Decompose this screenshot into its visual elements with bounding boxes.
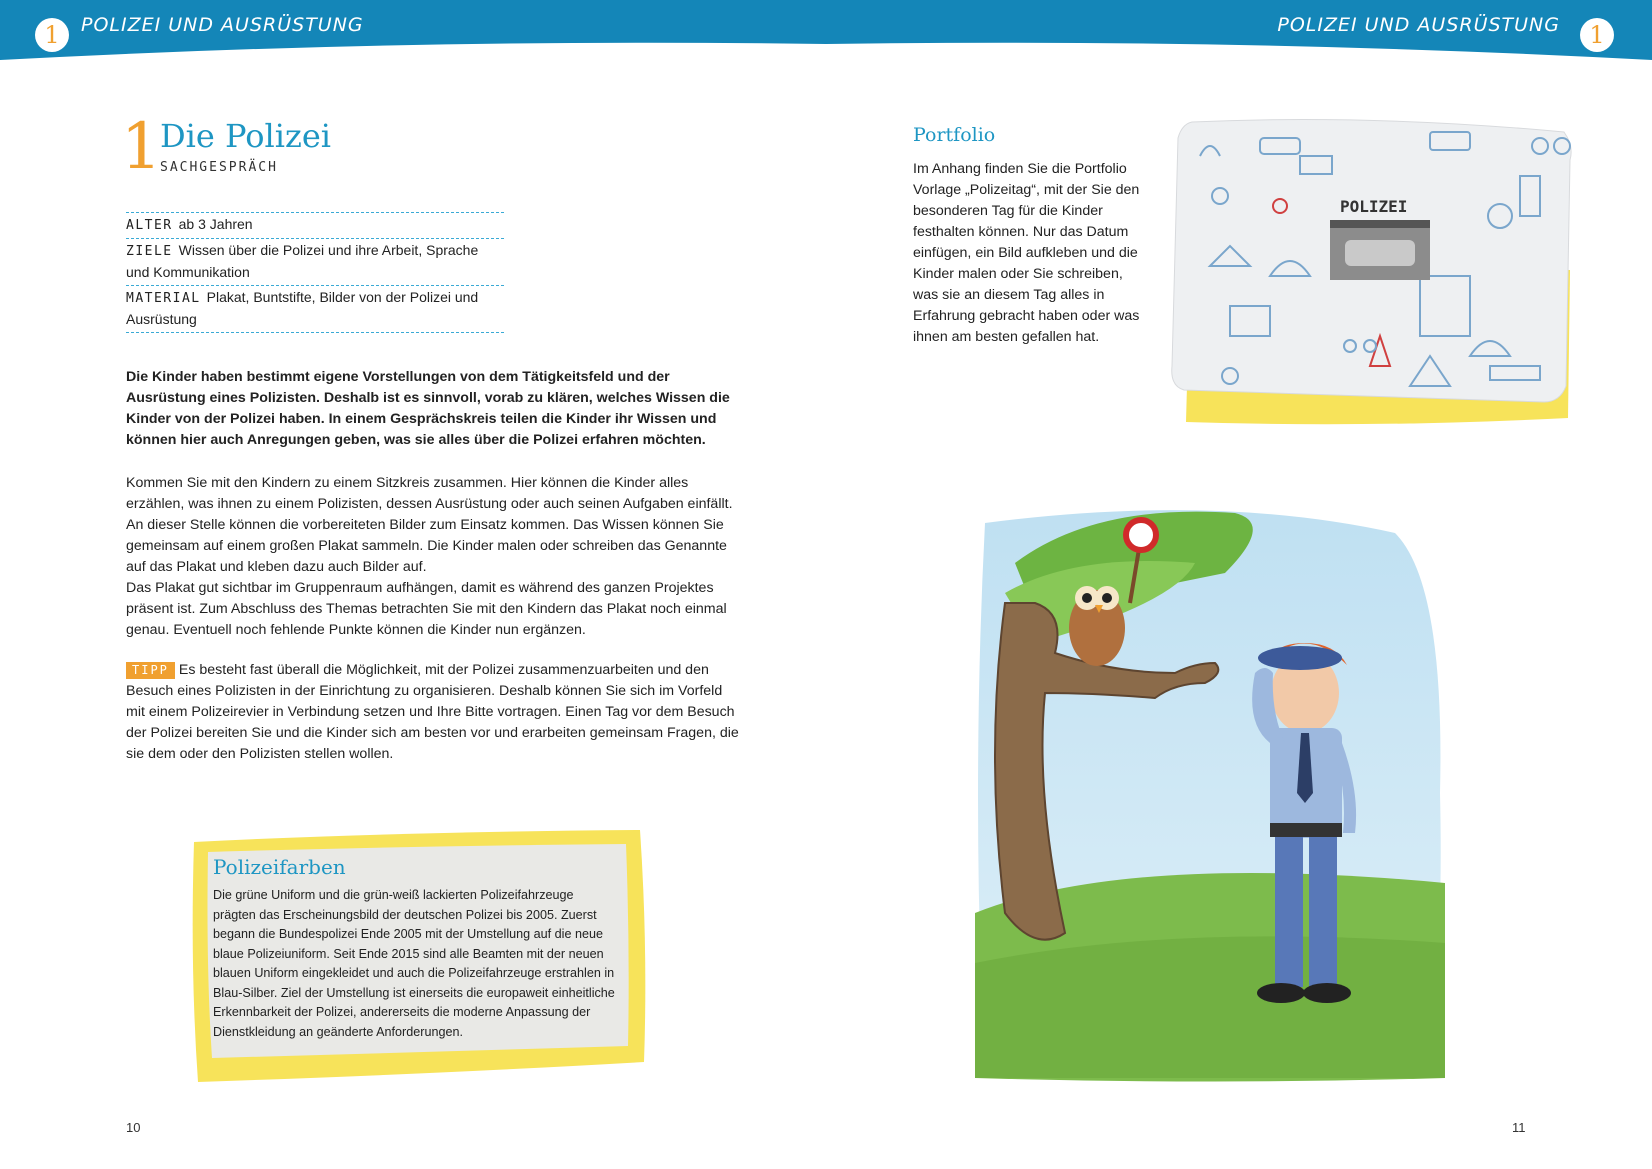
info-value-alter: ab 3 Jahren [178, 216, 253, 232]
header-title-right: POLIZEI UND AUSRÜSTUNG [1277, 14, 1560, 36]
info-label-material: MATERIAL [126, 291, 201, 306]
body-paragraph-2: Das Plakat gut sichtbar im Gruppenraum aufhängen, damit es während des ganzen Projektes präsent ist. Zum Abschluss des Themas betrachten Sie mit den Kindern das Plakat noch einmal genau. Eventuell noch fehlende Punkte können die Kinder nun ergänzen. [126, 580, 727, 638]
tipp-paragraph [126, 660, 742, 765]
chapter-number: 1 [121, 110, 162, 184]
tipp-text: Es besteht fast überall die Möglichkeit, mit der Polizei zusammenzuarbeiten und den Besuch eines Polizisten in der Einrichtung zu organisieren. Deshalb können Sie sich im Vorfeld mit einem Polizeirevier in Verbindung setzen und Ihre Bitte vortragen. Einen Tag vor dem Besuch der Polizei bereiten Sie und die Kinder sich am besten vor und erarbeiten gemeinsam Fragen, die sie dem oder den Polizisten stellen wollen. [126, 662, 739, 762]
info-row-material [126, 285, 504, 333]
chapter-subtitle: SACHGESPRÄCH [160, 160, 278, 175]
page-header [0, 0, 1652, 62]
info-label-ziele: ZIELE [126, 244, 173, 259]
chapter-badge-right: 1 [1580, 18, 1614, 52]
infobox-title: Polizeifarben [213, 855, 346, 879]
body-paragraph-1: Kommen Sie mit den Kindern zu einem Sitzkreis zusammen. Hier können die Kinder alles erzählen, was ihnen zu einem Polizisten, dessen Ausrüstung oder auch seinen Aufgaben einfällt. An dieser Stelle können die vorbereiteten Bilder zum Einsatz kommen. Das Wissen können Sie gemeinsam auf einem großen Plakat sammeln. Die Kinder malen oder schreiben das Genannte auf das Plakat und kleben dazu auch Bilder auf. [126, 475, 733, 575]
page-title: Die Polizei [160, 117, 331, 155]
portfolio-title: Portfolio [913, 124, 996, 146]
info-value-ziele: Wissen über die Polizei und ihre Arbeit, Sprache und Kommunikation [126, 242, 479, 280]
info-table [126, 212, 504, 333]
chapter-badge-left: 1 [35, 18, 69, 52]
page-number-left: 10 [126, 1120, 141, 1135]
police-illustration [975, 493, 1465, 1083]
portfolio-text: Im Anhang finden Sie die Portfolio Vorlage „Polizeitag“, mit der Sie den besonderen Tag für die Kinder festhalten können. Nur das Datum einfügen, ein Bild aufkleben und die Kinder malen oder Sie schreiben, was sie an diesem Tag alles in Erfahrung gebracht haben oder was ihnen am besten gefallen hat. [913, 161, 1140, 345]
poster-photo [1170, 116, 1580, 426]
page-number-right: 11 [1512, 1120, 1526, 1135]
tipp-badge: TIPP [126, 662, 175, 679]
info-label-alter: ALTER [126, 218, 173, 233]
info-value-material: Plakat, Buntstifte, Bilder von der Polizei und Ausrüstung [126, 289, 479, 327]
poster-label: POLIZEI [1340, 197, 1408, 216]
info-row-alter [126, 212, 504, 238]
info-row-ziele [126, 238, 504, 285]
body-text [126, 473, 742, 641]
header-title-left: POLIZEI UND AUSRÜSTUNG [81, 14, 364, 36]
lead-paragraph: Die Kinder haben bestimmt eigene Vorstellungen von dem Tätigkeitsfeld und der Ausrüstung eines Polizisten. Deshalb ist es sinnvoll, vorab zu klären, welches Wissen die Kinder von der Polizei haben. In einem Gesprächskreis teilen die Kinder ihr Wissen und können hier auch Anregungen geben, was sie alles über die Polizei erfahren möchten. [126, 369, 730, 448]
infobox-text: Die grüne Uniform und die grün-weiß lackierten Polizeifahrzeuge prägten das Erscheinungsbild der deutschen Polizei bis 2005. Zuerst begann die Bundespolizei Ende 2005 mit der Umstellung auf die neue blaue Polizeiuniform. Seit Ende 2015 sind alle Beamten mit der neuen blauen Uniform eingekleidet und auch die Polizeifahrzeuge erstrahlen in Blau-Silber. Ziel der Umstellung ist einerseits die europaweit einheitliche Erkennbarkeit der Polizei, andererseits die moderne Anpassung der Dienstkleidung an geänderte Anforderungen. [213, 888, 615, 1039]
